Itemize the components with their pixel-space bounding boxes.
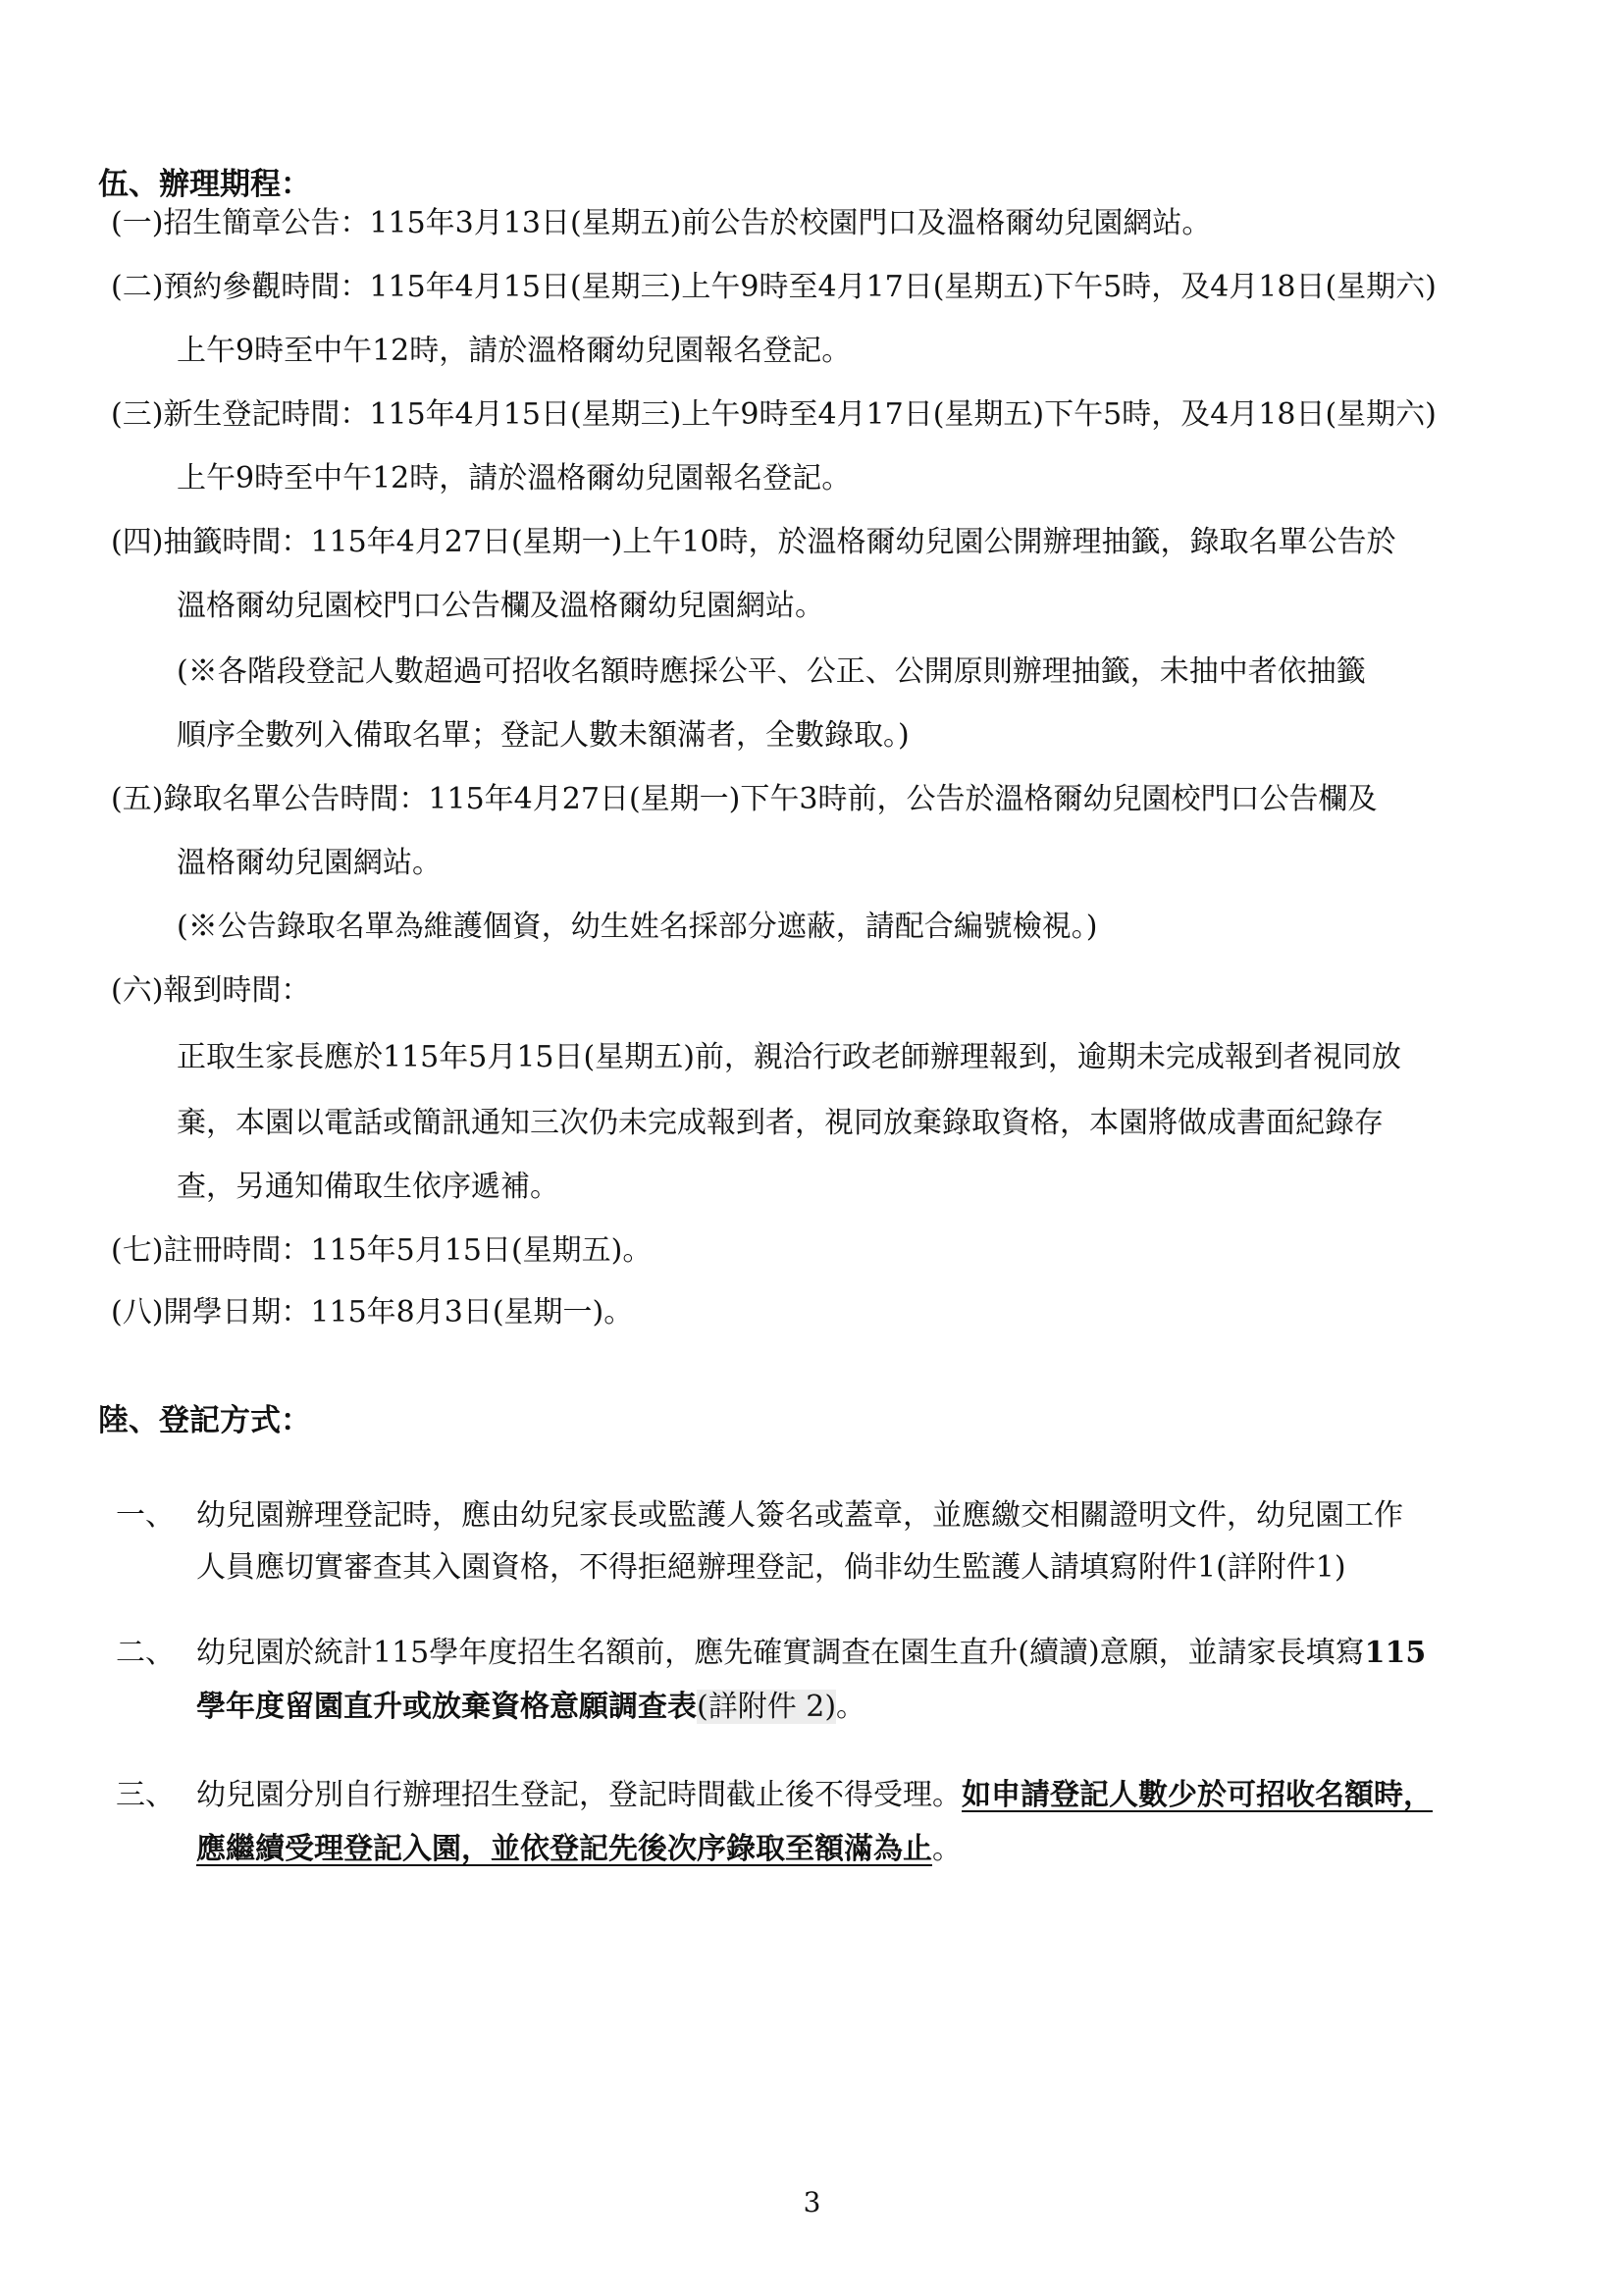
item-1	[111, 204, 1211, 243]
item-4-cont: 溫格爾幼兒園校門口公告欄及溫格爾幼兒園網站。	[177, 589, 824, 623]
item-5-note: (※公告錄取名單為維護個資，幼生姓名採部分遮蔽，請配合編號檢視。)	[177, 910, 1098, 944]
reg-item-1-line-1: 幼兒園辦理登記時，應由幼兒家長或監護人簽名或蓋章，並應繳交相關證明文件，幼兒園工作	[196, 1498, 1403, 1533]
item-text: 抽籤時間：115年4月27日(星期一)上午10時，於溫格爾幼兒園公開辦理抽籤，錄取名單公告於	[163, 525, 1396, 559]
item-label: (一)	[111, 206, 164, 240]
item-6-para-3: 查，另通知備取生依序遞補。	[177, 1170, 559, 1204]
item-6-para-2: 棄，本園以電話或簡訊通知三次仍未完成報到者，視同放棄錄取資格，本園將做成書面紀錄存	[177, 1106, 1384, 1140]
reg-item-2-line-2	[196, 1688, 865, 1727]
reg-item-2-label: 二、	[116, 1636, 175, 1670]
reg-item-3-emphasis-cont: 應繼續受理登記入園，並依登記先後次序錄取至額滿為止	[196, 1832, 932, 1866]
reg-item-1-line-2: 人員應切實審查其入園資格，不得拒絕辦理登記，倘非幼生監護人請填寫附件1(詳附件1)	[196, 1550, 1346, 1585]
reg-item-3-text: 幼兒園分別自行辦理招生登記，登記時間截止後不得受理。	[196, 1778, 962, 1812]
reg-item-3-line-1	[196, 1776, 1433, 1815]
item-8	[111, 1293, 633, 1332]
item-5	[111, 780, 1377, 819]
item-7	[111, 1231, 652, 1271]
item-text: 預約參觀時間：115年4月15日(星期三)上午9時至4月17日(星期五)下午5時，及4月18日(星期六)	[163, 270, 1437, 304]
item-text: 錄取名單公告時間：115年4月27日(星期一)下午3時前，公告於溫格爾幼兒園校門口公告欄及	[163, 782, 1378, 816]
reg-item-3-emphasis: 如申請登記人數少於可招收名額時，	[962, 1778, 1433, 1812]
reg-item-3-label: 三、	[116, 1778, 175, 1812]
item-text: 招生簡章公告：115年3月13日(星期五)前公告於校園門口及溫格爾幼兒園網站。	[163, 206, 1212, 240]
item-label: (六)	[111, 973, 164, 1008]
item-text: 註冊時間：115年5月15日(星期五)。	[163, 1233, 653, 1268]
item-4	[111, 523, 1396, 562]
item-label: (五)	[111, 782, 164, 816]
item-2-cont: 上午9時至中午12時，請於溫格爾幼兒園報名登記。	[177, 334, 852, 368]
section-6-title: 陸、登記方式：	[98, 1403, 311, 1438]
item-5-cont: 溫格爾幼兒園網站。	[177, 846, 442, 880]
reg-item-2-line-1	[196, 1634, 1426, 1673]
reg-item-2-year: 115	[1364, 1636, 1427, 1670]
page-number: 3	[803, 2186, 821, 2218]
survey-form-title: 學年度留園直升或放棄資格意願調查表	[196, 1690, 697, 1724]
item-6-para-1: 正取生家長應於115年5月15日(星期五)前，親洽行政老師辦理報到，逾期未完成報到者視同放	[177, 1040, 1401, 1074]
reg-item-3-line-2	[196, 1830, 962, 1869]
item-text: 報到時間：	[163, 973, 311, 1008]
item-label: (四)	[111, 525, 164, 559]
item-6	[111, 971, 310, 1011]
reg-item-2-text: 幼兒園於統計115學年度招生名額前，應先確實調查在園生直升(續讀)意願，並請家長填寫	[196, 1636, 1365, 1670]
reg-item-3-end: 。	[932, 1832, 962, 1866]
item-4-note: (※各階段登記人數超過可招收名額時應採公平、公正、公開原則辦理抽籤，未抽中者依抽籤	[177, 654, 1366, 689]
reg-item-2-end: 。	[836, 1690, 866, 1724]
item-label: (三)	[111, 397, 164, 432]
item-3-cont: 上午9時至中午12時，請於溫格爾幼兒園報名登記。	[177, 461, 852, 496]
item-label: (七)	[111, 1233, 164, 1268]
section-5-title: 伍、辦理期程：	[98, 167, 311, 202]
item-label: (二)	[111, 270, 164, 304]
item-text: 新生登記時間：115年4月15日(星期三)上午9時至4月17日(星期五)下午5時，及4月18日(星期六)	[163, 397, 1437, 432]
item-label: (八)	[111, 1295, 164, 1330]
attachment-2-ref: (詳附件 2)	[697, 1690, 837, 1724]
item-text: 開學日期：115年8月3日(星期一)。	[163, 1295, 634, 1330]
item-4-note-cont: 順序全數列入備取名單；登記人數未額滿者，全數錄取。)	[177, 718, 910, 753]
item-3	[111, 395, 1437, 435]
item-2	[111, 268, 1437, 307]
reg-item-1-label: 一、	[116, 1498, 175, 1533]
